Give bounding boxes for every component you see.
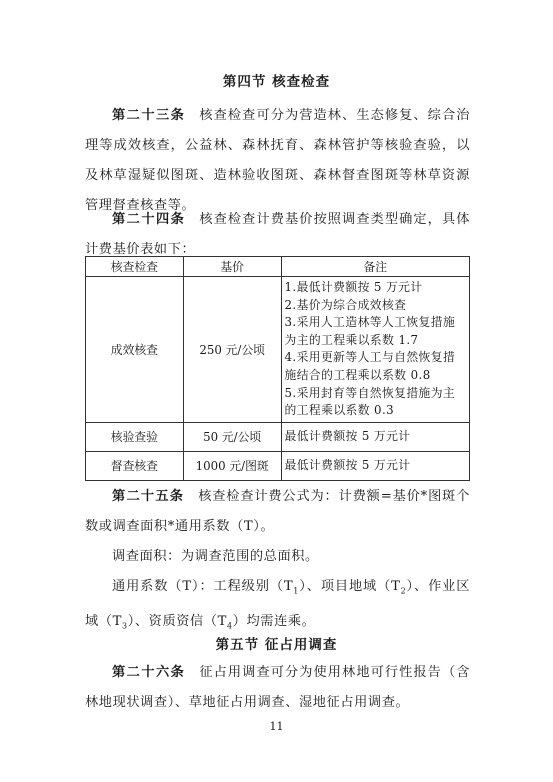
article-26-label: 第二十六条 bbox=[112, 665, 186, 680]
table-cell-type: 核验查验 bbox=[86, 422, 184, 451]
table-cell-price: 250 元/公顷 bbox=[183, 277, 281, 423]
table-header-cell: 核查检查 bbox=[86, 257, 184, 277]
table-cell-notes bbox=[281, 277, 469, 423]
note-line: 2.基价为综合成效核查 bbox=[284, 297, 407, 312]
table-cell-type: 督查核查 bbox=[86, 451, 184, 480]
article-25-text: 核查检查计费公式为：计费额=基价*图斑个数或调查面积*通用系数（T）。 bbox=[85, 489, 470, 534]
table-header-cell: 基价 bbox=[183, 257, 281, 277]
table-cell-notes: 最低计费额按 5 万元计 bbox=[281, 451, 469, 480]
table-row bbox=[86, 277, 470, 423]
article-26 bbox=[85, 658, 470, 718]
note-line: 3.采用人工造林等人工恢复措施为主的工程乘以系数 1.7 bbox=[284, 315, 456, 347]
article-23 bbox=[85, 101, 470, 221]
section-5-heading: 第五节 征占用调查 bbox=[215, 637, 338, 653]
article-26-text: 征占用调查可分为使用林地可行性报告（含林地现状调查）、草地征占用调查、湿地征占用调查。 bbox=[85, 665, 471, 710]
table-header-cell: 备注 bbox=[281, 257, 469, 277]
article-23-label: 第二十三条 bbox=[112, 108, 186, 123]
fee-table bbox=[85, 256, 470, 481]
table-row bbox=[86, 422, 470, 451]
article-25 bbox=[85, 482, 470, 542]
table-cell-price: 50 元/公顷 bbox=[183, 422, 281, 451]
article-23-text: 核查检查可分为营造林、生态修复、综合治理等成效核查，公益林、森林抚育、森林管护等核验查验，以及林草湿疑似图斑、造林验收图斑、森林督查图斑等林草资源管理督查核查等。 bbox=[85, 108, 471, 213]
article-24-text: 核查检查计费基价按照调查类型确定，具体计费基价表如下： bbox=[85, 212, 471, 257]
page-number: 11 bbox=[269, 720, 284, 733]
note-line: 5.采用封育等自然恢复措施为主的工程乘以系数 0.3 bbox=[284, 385, 456, 418]
table-header-row bbox=[86, 257, 470, 277]
survey-area-definition: 调查面积：为调查范围的总面积。 bbox=[112, 549, 319, 564]
table-cell-notes: 最低计费额按 5 万元计 bbox=[281, 422, 469, 451]
section-4-heading: 第四节 核查检查 bbox=[222, 74, 331, 90]
article-25-label: 第二十五条 bbox=[112, 489, 185, 504]
note-line: 1.最低计费额按 5 万元计 bbox=[284, 280, 423, 294]
table-cell-type: 成效核查 bbox=[86, 277, 184, 423]
table-cell-price: 1000 元/图斑 bbox=[183, 451, 281, 480]
table-row bbox=[86, 451, 470, 480]
general-coefficient-definition: 通用系数（T）：工程级别$(T_1)$、项目地域$(T_2)$、作业区域$(T_3)$、资质资信$(T_4)$均需连乘。 bbox=[85, 579, 471, 631]
note-line: 4.采用更新等人工与自然恢复措施结合的工程乘以系数 0.8 bbox=[284, 350, 456, 382]
article-24-label: 第二十四条 bbox=[112, 212, 186, 227]
